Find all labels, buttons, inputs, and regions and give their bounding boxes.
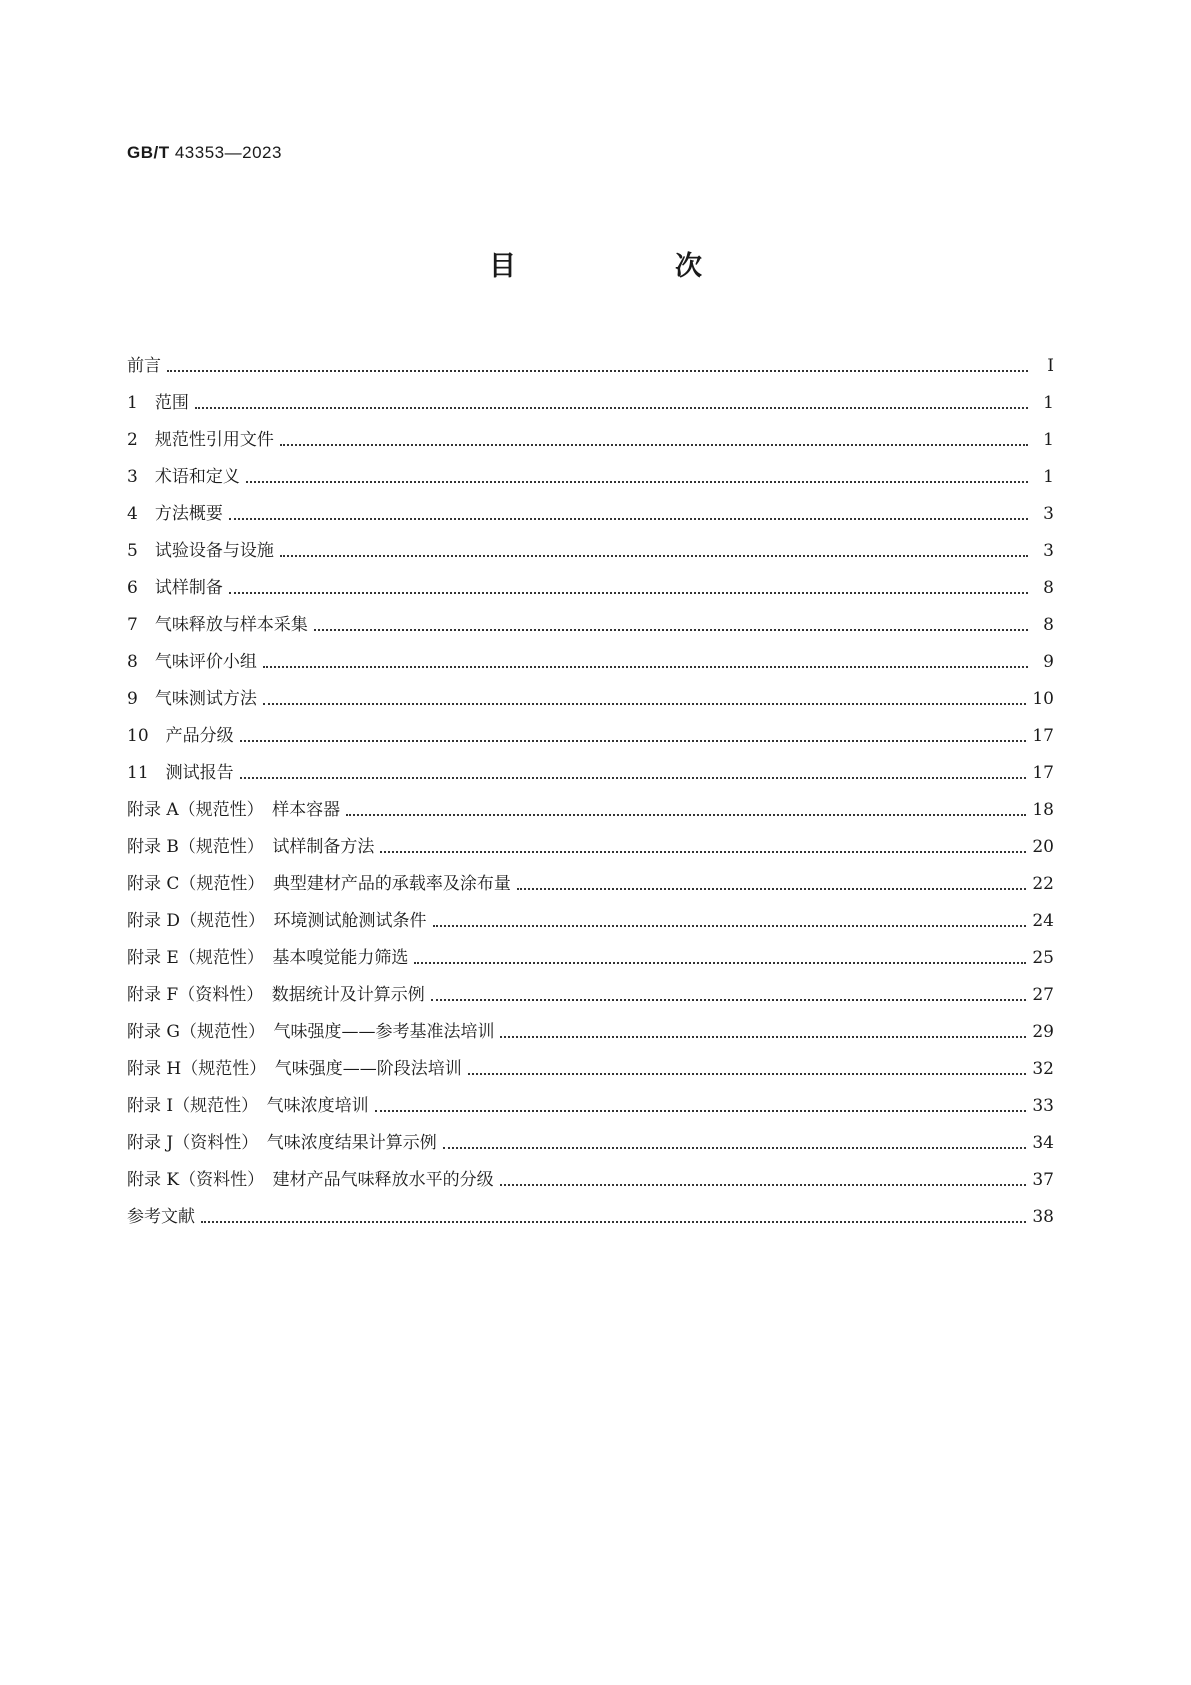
toc-entry[interactable] [127, 339, 1054, 376]
toc-entry-label: 9 气味测试方法 [127, 689, 257, 709]
toc-entry[interactable] [127, 1042, 1054, 1079]
toc-entry[interactable] [127, 820, 1054, 857]
toc-entry[interactable] [127, 1116, 1054, 1153]
toc-entry[interactable] [127, 561, 1054, 598]
dot-leader [167, 358, 1028, 372]
dot-leader [263, 654, 1028, 668]
dot-leader [263, 691, 1027, 705]
toc-entry-page: 9 [1043, 652, 1054, 672]
toc-entry-page: 25 [1032, 948, 1054, 968]
toc-entry-page: 17 [1032, 726, 1054, 746]
toc-entry-label: 附录 D（规范性） 环境测试舱测试条件 [127, 911, 427, 931]
toc-entry-label: 附录 B（规范性） 试样制备方法 [127, 837, 375, 857]
toc-entry-page: 8 [1043, 615, 1054, 635]
dot-leader [380, 839, 1026, 853]
standard-identifier [127, 143, 282, 163]
toc-entry-page: 1 [1043, 467, 1054, 487]
toc-entry-page: 29 [1032, 1022, 1054, 1042]
toc-entry[interactable] [127, 709, 1054, 746]
dot-leader [229, 580, 1028, 594]
toc-title: 目 次 [489, 251, 768, 282]
dot-leader [414, 950, 1026, 964]
toc-entry-label: 2 规范性引用文件 [127, 430, 274, 450]
dot-leader [246, 469, 1028, 483]
toc-entry-page: 32 [1032, 1059, 1054, 1079]
dot-leader [201, 1209, 1026, 1223]
toc-entry[interactable] [127, 894, 1054, 931]
toc-entry-label: 附录 A（规范性） 样本容器 [127, 800, 341, 820]
toc-entry[interactable] [127, 598, 1054, 635]
dot-leader [346, 802, 1026, 816]
toc-entry-label: 11 测试报告 [127, 763, 234, 783]
toc-entry[interactable] [127, 413, 1054, 450]
toc-entry[interactable] [127, 524, 1054, 561]
standard-number: 43353—2023 [174, 143, 282, 162]
toc-entry[interactable] [127, 931, 1054, 968]
toc-entry-label: 10 产品分级 [127, 726, 234, 746]
dot-leader [500, 1172, 1027, 1186]
dot-leader [443, 1135, 1027, 1149]
dot-leader [280, 432, 1028, 446]
toc-entry-page: Ⅰ [1047, 356, 1054, 376]
toc-entry-label: 附录 F（资料性） 数据统计及计算示例 [127, 985, 425, 1005]
toc-entry-label: 7 气味释放与样本采集 [127, 615, 308, 635]
toc-entry-label: 参考文献 [127, 1207, 195, 1227]
toc-entry-page: 24 [1032, 911, 1054, 931]
toc-entry-page: 1 [1043, 393, 1054, 413]
toc-entry[interactable] [127, 487, 1054, 524]
toc-entry[interactable] [127, 450, 1054, 487]
toc-entry-page: 27 [1032, 985, 1054, 1005]
toc-entry-page: 8 [1043, 578, 1054, 598]
toc-entry[interactable] [127, 1079, 1054, 1116]
toc-entry-page: 3 [1043, 504, 1054, 524]
toc-entry-label: 附录 K（资料性） 建材产品气味释放水平的分级 [127, 1170, 494, 1190]
toc-entry-label: 附录 E（规范性） 基本嗅觉能力筛选 [127, 948, 409, 968]
dot-leader [195, 395, 1028, 409]
toc-entry-page: 38 [1032, 1207, 1054, 1227]
toc-entry[interactable] [127, 376, 1054, 413]
toc-entry-label: 5 试验设备与设施 [127, 541, 274, 561]
standard-prefix: GB/T [127, 143, 170, 162]
table-of-contents [127, 339, 1054, 1227]
toc-entry-page: 1 [1043, 430, 1054, 450]
dot-leader [375, 1098, 1027, 1112]
toc-entry[interactable] [127, 968, 1054, 1005]
toc-entry-page: 18 [1032, 800, 1054, 820]
dot-leader [433, 913, 1027, 927]
toc-entry[interactable] [127, 635, 1054, 672]
dot-leader [240, 765, 1027, 779]
dot-leader [500, 1024, 1026, 1038]
dot-leader [468, 1061, 1027, 1075]
dot-leader [314, 617, 1028, 631]
toc-entry-label: 附录 G（规范性） 气味强度——参考基准法培训 [127, 1022, 495, 1042]
toc-entry[interactable] [127, 1153, 1054, 1190]
toc-entry-label: 附录 C（规范性） 典型建材产品的承载率及涂布量 [127, 874, 511, 894]
toc-entry-label: 3 术语和定义 [127, 467, 240, 487]
toc-entry[interactable] [127, 672, 1054, 709]
toc-entry[interactable] [127, 746, 1054, 783]
toc-entry-label: 前言 [127, 356, 161, 376]
toc-entry[interactable] [127, 857, 1054, 894]
toc-entry[interactable] [127, 1005, 1054, 1042]
toc-entry-label: 1 范围 [127, 393, 189, 413]
toc-entry[interactable] [127, 783, 1054, 820]
toc-entry-page: 22 [1032, 874, 1054, 894]
toc-entry-label: 4 方法概要 [127, 504, 223, 524]
toc-entry-page: 17 [1032, 763, 1054, 783]
toc-entry-page: 10 [1032, 689, 1054, 709]
dot-leader [517, 876, 1026, 890]
toc-entry-page: 20 [1032, 837, 1054, 857]
dot-leader [240, 728, 1027, 742]
toc-entry-page: 33 [1032, 1096, 1054, 1116]
toc-entry-label: 8 气味评价小组 [127, 652, 257, 672]
toc-entry-label: 6 试样制备 [127, 578, 223, 598]
dot-leader [431, 987, 1027, 1001]
toc-entry-label: 附录 H（规范性） 气味强度——阶段法培训 [127, 1059, 462, 1079]
toc-entry-label: 附录 J（资料性） 气味浓度结果计算示例 [127, 1133, 437, 1153]
toc-entry-page: 37 [1032, 1170, 1054, 1190]
dot-leader [280, 543, 1028, 557]
dot-leader [229, 506, 1028, 520]
toc-entry-label: 附录 I（规范性） 气味浓度培训 [127, 1096, 369, 1116]
toc-entry-page: 34 [1032, 1133, 1054, 1153]
toc-entry[interactable] [127, 1190, 1054, 1227]
toc-entry-page: 3 [1043, 541, 1054, 561]
